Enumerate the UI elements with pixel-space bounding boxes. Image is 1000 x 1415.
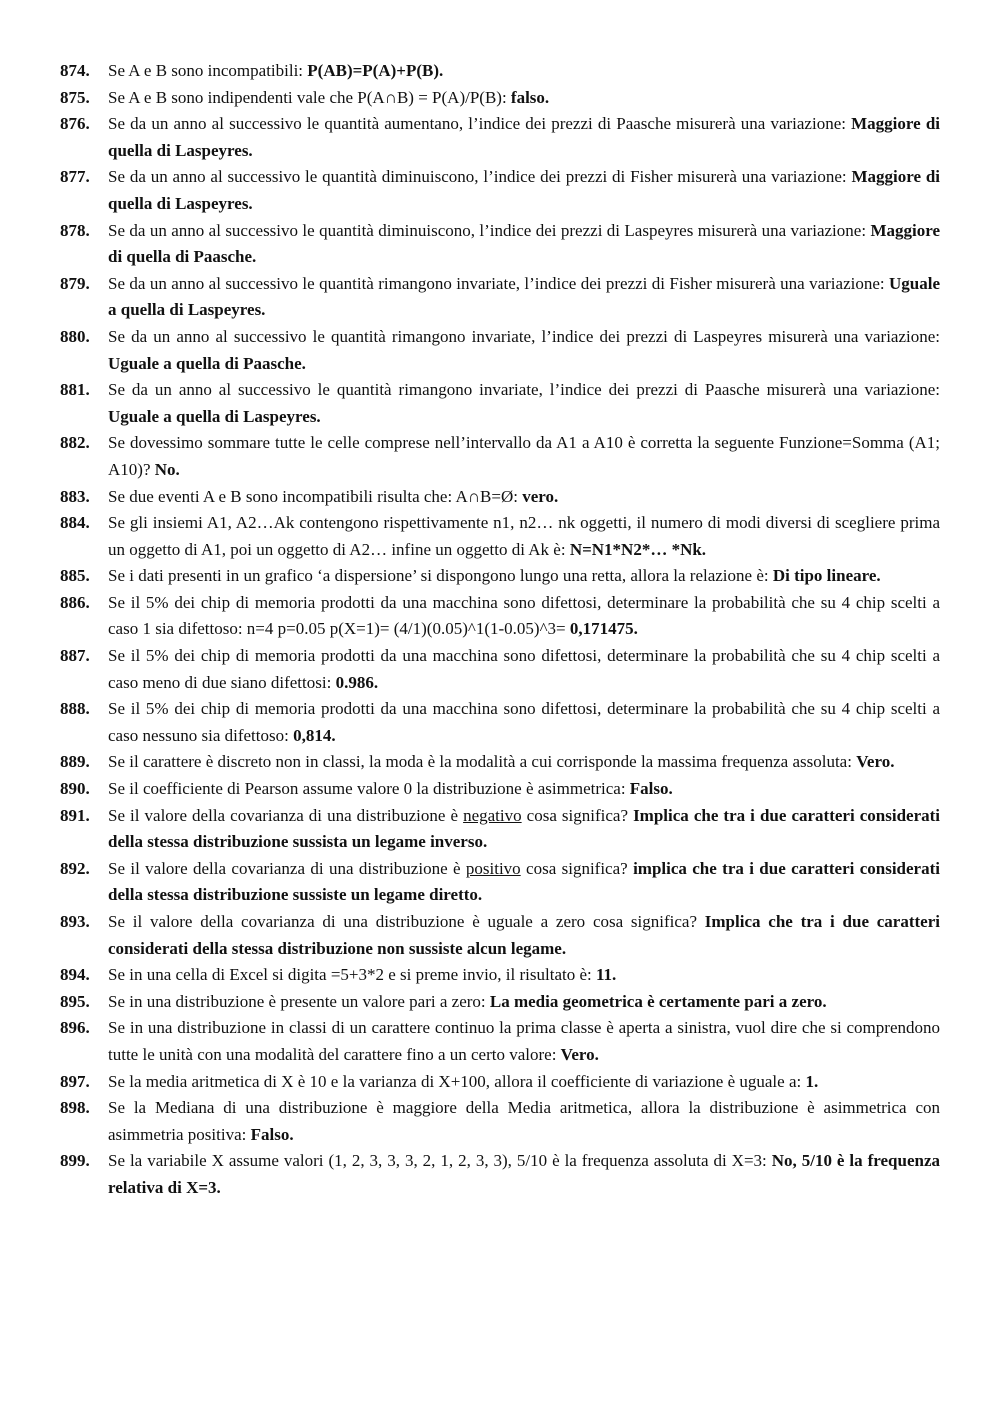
underlined-word: positivo — [465, 858, 521, 878]
question-text: Se il coefficiente di Pearson assume valore 0 la distribuzione è asimmetrica: — [108, 779, 630, 799]
question-text: Se da un anno al successivo le quantità aumentano, l’indice dei prezzi di Paasche misurerà una variazione: — [108, 114, 852, 134]
item-text — [108, 563, 940, 590]
answer-text: 1. — [805, 1071, 819, 1091]
question-text: Se dovessimo sommare tutte le celle comprese nell’intervallo da A1 a A10 è corretta la seguente Funzione=Somma (A1; A10)? — [108, 433, 940, 479]
item-number: 882. — [60, 433, 90, 453]
answer-text: Implica che tra i due caratteri considerati della stessa distribuzione non sussiste alcun legame. — [108, 912, 940, 958]
item-text — [108, 856, 940, 909]
item-text — [108, 1069, 940, 1096]
item-text — [108, 590, 940, 643]
question-text: Se A e B sono incompatibili: — [108, 61, 308, 80]
item-text — [108, 776, 940, 803]
item-number: 875. — [60, 87, 90, 107]
answer-text: vero. — [522, 486, 559, 506]
item-number: 891. — [60, 805, 90, 825]
answer-text: Maggiore di quella di Laspeyres. — [108, 167, 940, 213]
item-text — [108, 962, 940, 989]
list-item — [60, 58, 940, 85]
item-number: 887. — [60, 646, 90, 666]
answer-text: 0,814. — [293, 725, 336, 745]
item-text — [108, 111, 940, 164]
item-text — [108, 909, 940, 962]
item-text — [108, 58, 940, 85]
item-number: 896. — [60, 1018, 90, 1038]
question-text: Se in una distribuzione è presente un valore pari a zero: — [108, 991, 490, 1011]
underlined-word: negativo — [463, 805, 522, 825]
item-text — [108, 218, 940, 271]
answer-text: Maggiore di quella di Laspeyres. — [108, 114, 941, 160]
item-number: 894. — [60, 965, 90, 985]
list-item — [60, 484, 940, 511]
item-text — [108, 803, 940, 856]
question-text: Se A e B sono indipendenti vale che P(A∩B) = P(A)/P(B): — [108, 87, 511, 107]
answer-text: implica che tra i due caratteri considerati della stessa distribuzione sussiste un legame diretto. — [108, 858, 940, 905]
question-text-cont: cosa significa? — [521, 805, 634, 825]
list-item — [60, 430, 940, 483]
answer-text: Vero. — [856, 752, 895, 772]
question-text: Se la media aritmetica di X è 10 e la varianza di X+100, allora il coefficiente di variazione è uguale a: — [108, 1071, 806, 1091]
list-item — [60, 803, 940, 856]
answer-text: No. — [154, 459, 180, 479]
item-number: 888. — [60, 699, 90, 719]
item-text — [108, 643, 940, 696]
answer-text: Vero. — [560, 1044, 599, 1064]
item-number: 877. — [60, 167, 90, 187]
question-text: Se il 5% dei chip di memoria prodotti da una macchina sono difettosi, determinare la probabilità che su 4 chip scelti a caso nessuno sia difettoso: — [108, 699, 940, 745]
item-text — [108, 271, 940, 324]
list-item — [60, 776, 940, 803]
item-number: 893. — [60, 912, 90, 931]
item-number: 895. — [60, 991, 90, 1011]
question-text: Se da un anno al successivo le quantità rimangono invariate, l’indice dei prezzi di Fisher misurerà una variazione: — [108, 273, 889, 293]
item-number: 890. — [60, 779, 90, 799]
item-number: 881. — [60, 380, 90, 400]
answer-text: P(AB)=P(A)+P(B). — [307, 61, 444, 80]
item-number: 897. — [60, 1071, 90, 1091]
question-text: Se due eventi A e B sono incompatibili risulta che: A∩B=Ø: — [108, 486, 523, 506]
list-item — [60, 85, 940, 112]
answer-text: 0.986. — [335, 672, 379, 692]
list-item — [60, 1015, 940, 1068]
item-number: 889. — [60, 752, 90, 772]
list-item — [60, 1095, 940, 1148]
item-text — [108, 484, 940, 511]
answer-text: Uguale a quella di Laspeyres. — [108, 406, 321, 426]
item-number: 885. — [60, 566, 90, 586]
item-text — [108, 430, 940, 483]
list-item — [60, 563, 940, 590]
answer-text: N=N1*N2*… *Nk. — [569, 539, 707, 559]
question-text: Se il valore della covarianza di una distribuzione è uguale a zero cosa significa? — [108, 912, 705, 931]
answer-text: falso. — [510, 87, 550, 107]
item-number: 883. — [60, 486, 90, 506]
question-text: Se in una distribuzione in classi di un carattere continuo la prima classe è aperta a sinistra, vuol dire che si comprendono tutte le unità con una modalità del carattere fino a un certo valore: — [108, 1018, 940, 1064]
item-number: 879. — [60, 273, 90, 293]
answer-text: Uguale a quella di Laspeyres. — [108, 273, 940, 320]
answer-text: Uguale a quella di Paasche. — [108, 353, 306, 373]
list-item — [60, 1069, 940, 1096]
item-number: 876. — [60, 114, 90, 134]
list-item — [60, 377, 940, 430]
item-text — [108, 164, 940, 217]
item-text — [108, 696, 940, 749]
answer-text: La media geometrica è certamente pari a zero. — [489, 991, 827, 1011]
question-text: Se il valore della covarianza di una distribuzione è — [108, 805, 464, 825]
item-text — [108, 377, 940, 430]
list-item — [60, 856, 940, 909]
answer-text: 11. — [596, 965, 617, 985]
question-text: Se la variabile X assume valori (1, 2, 3, 3, 3, 2, 1, 2, 3, 3), 5/10 è la frequenza assoluta di X=3: — [108, 1151, 772, 1171]
answer-text: No, 5/10 è la frequenza relativa di X=3. — [108, 1151, 940, 1197]
answer-text: 0,171475. — [569, 619, 638, 639]
item-text — [108, 1015, 940, 1068]
answer-text: Implica che tra i due caratteri considerati della stessa distribuzione sussista un legame inverso. — [108, 805, 940, 852]
question-text: Se da un anno al successivo le quantità diminuiscono, l’indice dei prezzi di Fisher misurerà una variazione: — [108, 167, 852, 187]
question-text: Se i dati presenti in un grafico ‘a dispersione’ si dispongono lungo una retta, allora la relazione è: — [108, 566, 773, 586]
list-item — [60, 510, 940, 563]
list-item — [60, 962, 940, 989]
list-item — [60, 989, 940, 1016]
question-text: Se in una cella di Excel si digita =5+3*2 e si preme invio, il risultato è: — [108, 965, 596, 985]
item-number: 892. — [60, 858, 90, 878]
question-text: Se il valore della covarianza di una distribuzione è — [108, 858, 466, 878]
item-text — [108, 1095, 940, 1148]
list-item — [60, 643, 940, 696]
item-number: 874. — [60, 61, 90, 80]
list-item — [60, 218, 940, 271]
item-number: 884. — [60, 513, 90, 533]
item-text — [108, 749, 940, 776]
question-text: Se da un anno al successivo le quantità rimangono invariate, l’indice dei prezzi di Paasche misurerà una variazione: — [108, 380, 940, 400]
list-item — [60, 909, 940, 962]
question-text-cont: cosa significa? — [520, 858, 634, 878]
item-text — [108, 1148, 940, 1201]
item-number: 878. — [60, 220, 90, 240]
item-number: 886. — [60, 592, 90, 612]
list-item — [60, 324, 940, 377]
list-item — [60, 696, 940, 749]
list-item — [60, 590, 940, 643]
list-item — [60, 164, 940, 217]
item-number: 880. — [60, 326, 90, 346]
question-text: Se il 5% dei chip di memoria prodotti da una macchina sono difettosi, determinare la probabilità che su 4 chip scelti a caso meno di due siano difettosi: — [108, 646, 940, 692]
list-item — [60, 271, 940, 324]
list-item — [60, 1148, 940, 1201]
answer-text: Falso. — [250, 1124, 294, 1144]
item-text — [108, 85, 940, 112]
question-text: Se da un anno al successivo le quantità diminuiscono, l’indice dei prezzi di Laspeyres misurerà una variazione: — [108, 220, 871, 240]
question-text: Se da un anno al successivo le quantità rimangono invariate, l’indice dei prezzi di Laspeyres misurerà una variazione: — [108, 326, 940, 346]
answer-text: Di tipo lineare. — [772, 566, 881, 586]
answer-text: Falso. — [629, 779, 673, 799]
item-text — [108, 989, 940, 1016]
answer-text: Maggiore di quella di Paasche. — [108, 220, 940, 267]
question-text: Se il 5% dei chip di memoria prodotti da una macchina sono difettosi, determinare la probabilità che su 4 chip scelti a caso 1 sia difettoso: n=4 p=0.05 p(X=1)= (4/1)(0.05)^1(1-0.05)^3= — [108, 592, 940, 639]
question-text: Se gli insiemi A1, A2…Ak contengono rispettivamente n1, n2… nk oggetti, il numero di modi diversi di scegliere prima un oggetto di A1, poi un oggetto di A2… infine un oggetto di Ak è: — [108, 513, 940, 559]
item-number: 898. — [60, 1098, 90, 1118]
question-text: Se la Mediana di una distribuzione è maggiore della Media aritmetica, allora la distribuzione è asimmetrica con asimmetria positiva: — [108, 1098, 940, 1144]
item-text — [108, 510, 940, 563]
item-number: 899. — [60, 1151, 90, 1171]
question-text: Se il carattere è discreto non in classi, la moda è la modalità a cui corrisponde la massima frequenza assoluta: — [108, 752, 857, 772]
item-text — [108, 324, 940, 377]
list-item — [60, 749, 940, 776]
list-item — [60, 111, 940, 164]
